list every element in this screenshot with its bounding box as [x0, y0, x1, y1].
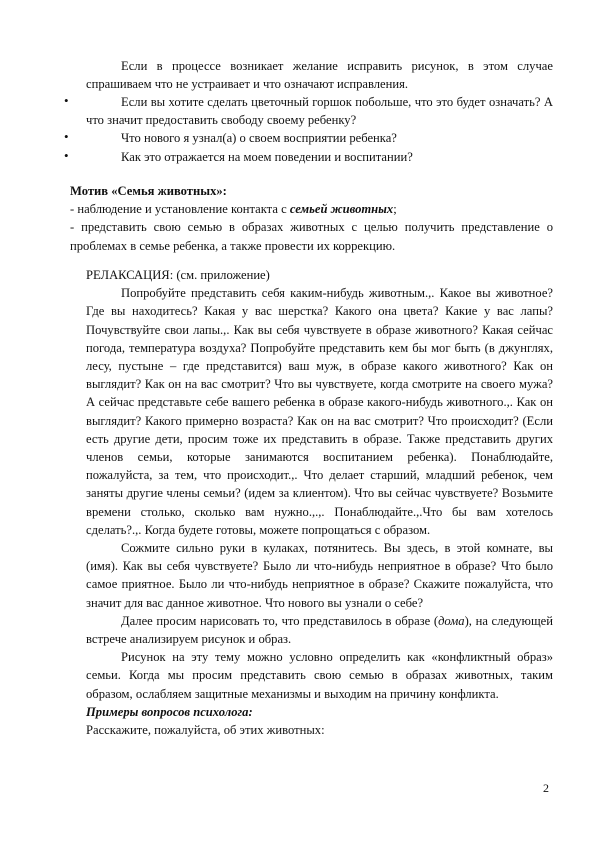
examples-heading: Примеры вопросов психолога:: [86, 704, 253, 719]
bullet-text: Если вы хотите сделать цветочный горшок побольше, что это будет означать? А что значит предоставить свободу своему ребенку?: [86, 95, 553, 128]
paragraph-imagine-animal: Попробуйте представить себя каким-нибудь животным.,. Какое вы животное? Где вы находитесь? Какая у вас шерстка? Какого она цвета? Какие у вас лапы? Почувствуйте свои лапы.,. Как вы себя чувствуете в образе животного? Какая сейчас погода, температура воздуха? Попробуйте представить кем бы мог быть (в джунглях, лесу, пустыне – где представится) ваш муж, в образе какого животного? Как он выглядит? Как он на вас смотрит? Что вы чувствуете, когда смотрите на своего мужа? А сейчас представьте себе вашего ребенка в образе какого-нибудь животного.,. Как он выглядит? Какого примерно возраста? Как он на вас смотрит? Что происходит? (Если есть другие дети, просим тоже их представить в образе. Также представить других членов семьи, которые занимаются воспитанием ребенка). Понаблюдайте, пожалуйста, за тем, что происходит.,. Что делает старший, младший ребенок, чем заняты другие члены семьи? (идем за клиентом). Что вы сейчас чувствуете? Возьмите времени столько, сколько вам нужно.,.,. Понаблюдайте.,.Что бы вам хотелось сделать?.,. Когда будете готовы, можете попрощаться с образом.: [86, 286, 553, 537]
paragraph-draw-emphasis: дома: [438, 613, 465, 628]
bullet-item: [64, 147, 553, 166]
bullet-list: [64, 93, 553, 166]
motive-heading: Мотив «Семья животных»:: [70, 184, 227, 198]
page-number: 2: [543, 781, 549, 795]
bullet-text: Что нового я узнал(а) о своем восприятии ребенка?: [121, 131, 397, 146]
last-line: Расскажите, пожалуйста, об этих животных:: [86, 723, 325, 738]
bullet-icon: •: [64, 147, 69, 163]
bullet-item: [64, 93, 553, 129]
paragraph-conflict: Рисунок на эту тему можно условно определить как «конфликтный образ» семьи. Когда мы просим представить свою семью в образах животных, таким образом, ослабляем защитные механизмы и выходим на причину конфликта.: [86, 650, 553, 701]
bullet-icon: •: [64, 93, 69, 108]
relaxation-heading: РЕЛАКСАЦИЯ: (см. приложение): [86, 268, 270, 282]
paragraph-draw: Далее просим нарисовать то, что представилось в образе (дома), на следующей встрече анализируем рисунок и образ.: [86, 613, 553, 647]
motive-item-represent: - представить свою семью в образах животных с целью получить представление о проблемах в семье ребенка, а также провести их коррекцию.: [70, 220, 553, 253]
bullet-item: [64, 129, 553, 147]
intro-paragraph: Если в процессе возникает желание исправить рисунок, в этом случае спрашиваем что не устраивает и что означают исправления.: [86, 59, 553, 92]
paragraph-return: Сожмите сильно руки в кулаках, потянитесь. Вы здесь, в этой комнате, вы (имя). Как вы себя чувствуете? Было ли что-нибудь неприятное в образе? Что было самое приятное. Было ли что-нибудь неприятное в образе? Скажите пожалуйста, что значит для вас данное животное. Что нового вы узнали о себе?: [86, 541, 553, 610]
relaxation-section: [86, 266, 553, 739]
motive-item-emphasis: семьей животных: [289, 202, 394, 217]
motive-item-contact: - наблюдение и установление контакта с семьей животных;: [70, 202, 397, 217]
bullet-text: Как это отражается на моем поведении и воспитании?: [121, 149, 413, 164]
motive-block: [70, 182, 553, 255]
intro-block: [86, 57, 553, 93]
bullet-icon: •: [64, 129, 69, 145]
